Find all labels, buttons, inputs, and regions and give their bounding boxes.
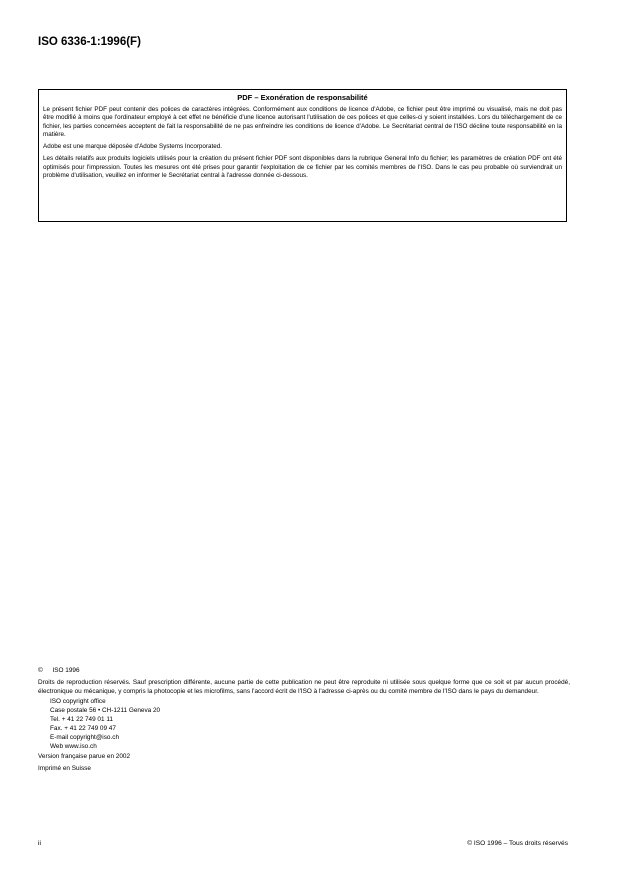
page-number: ii bbox=[38, 840, 41, 847]
disclaimer-paragraph-trademark: Adobe est une marque déposée d'Adobe Systems Incorporated. bbox=[43, 143, 223, 151]
office-web: Web www.iso.ch bbox=[50, 742, 97, 750]
office-fax: Fax. + 41 22 749 09 47 bbox=[50, 724, 116, 732]
copyright-symbol: © bbox=[38, 667, 43, 674]
disclaimer-paragraph-software: Les détails relatifs aux produits logiciels utilisés pour la création du présent fichier PDF sont disponibles dans la rubrique General Info du fichier; les paramètres de création PDF ont été optimisés pour l'impression. Toutes les mesures ont été prises pour garantir l'exploitation de ce fichier par les comités membres de l'ISO. Dans le cas peu probable où surviendrait un problème d'utilisation, veuillez en informer le Secrétariat central à l'adresse donnée ci-dessous. bbox=[43, 155, 562, 180]
copyright-line bbox=[38, 667, 570, 676]
disclaimer-title: PDF – Exonération de responsabilité bbox=[237, 93, 368, 102]
pdf-disclaimer-box bbox=[38, 89, 567, 222]
printed-note: Imprimé en Suisse bbox=[38, 765, 91, 773]
office-email: E-mail copyright@iso.ch bbox=[50, 733, 119, 741]
office-postal: Case postale 56 • CH-1211 Geneva 20 bbox=[50, 707, 161, 715]
office-name: ISO copyright office bbox=[50, 698, 106, 706]
copyright-holder-year: ISO 1996 bbox=[52, 667, 80, 674]
copyright-office-address bbox=[50, 698, 570, 751]
disclaimer-paragraph-fonts: Le présent fichier PDF peut contenir des polices de caractères intégrées. Conformément aux conditions de licence d'Adobe, ce fichier peut être imprimé ou visualisé, mais ne doit pas être modifié à moins que l'ordinateur employé à cet effet ne bénéficie d'une licence autorisant l'utilisation de ces polices et que celles-ci y soient installées. Lors du téléchargement de ce fichier, les parties concernées acceptent de fait la responsabilité de ne pas enfreindre les conditions de licence d'Adobe. Le Secrétariat central de l'ISO décline toute responsabilité en la matière. bbox=[43, 106, 562, 138]
version-note: Version française parue en 2002 bbox=[38, 753, 131, 761]
document-id: ISO 6336-1:1996(F) bbox=[38, 36, 141, 48]
rights-statement: Droits de reproduction réservés. Sauf prescription différente, aucune partie de cette publication ne peut être reproduite ni utilisée sous quelque forme que ce soit et par aucun procédé, électronique ou mécanique, y compris la photocopie et les microfilms, sans l'accord écrit de l'ISO à l'adresse ci-après ou du comité membre de l'ISO dans le pays du demandeur. bbox=[38, 678, 570, 695]
copyright-section bbox=[38, 667, 570, 774]
office-tel: Tel. + 41 22 749 01 11 bbox=[50, 716, 113, 724]
footer-copyright-notice: © ISO 1996 – Tous droits réservés bbox=[467, 840, 568, 847]
